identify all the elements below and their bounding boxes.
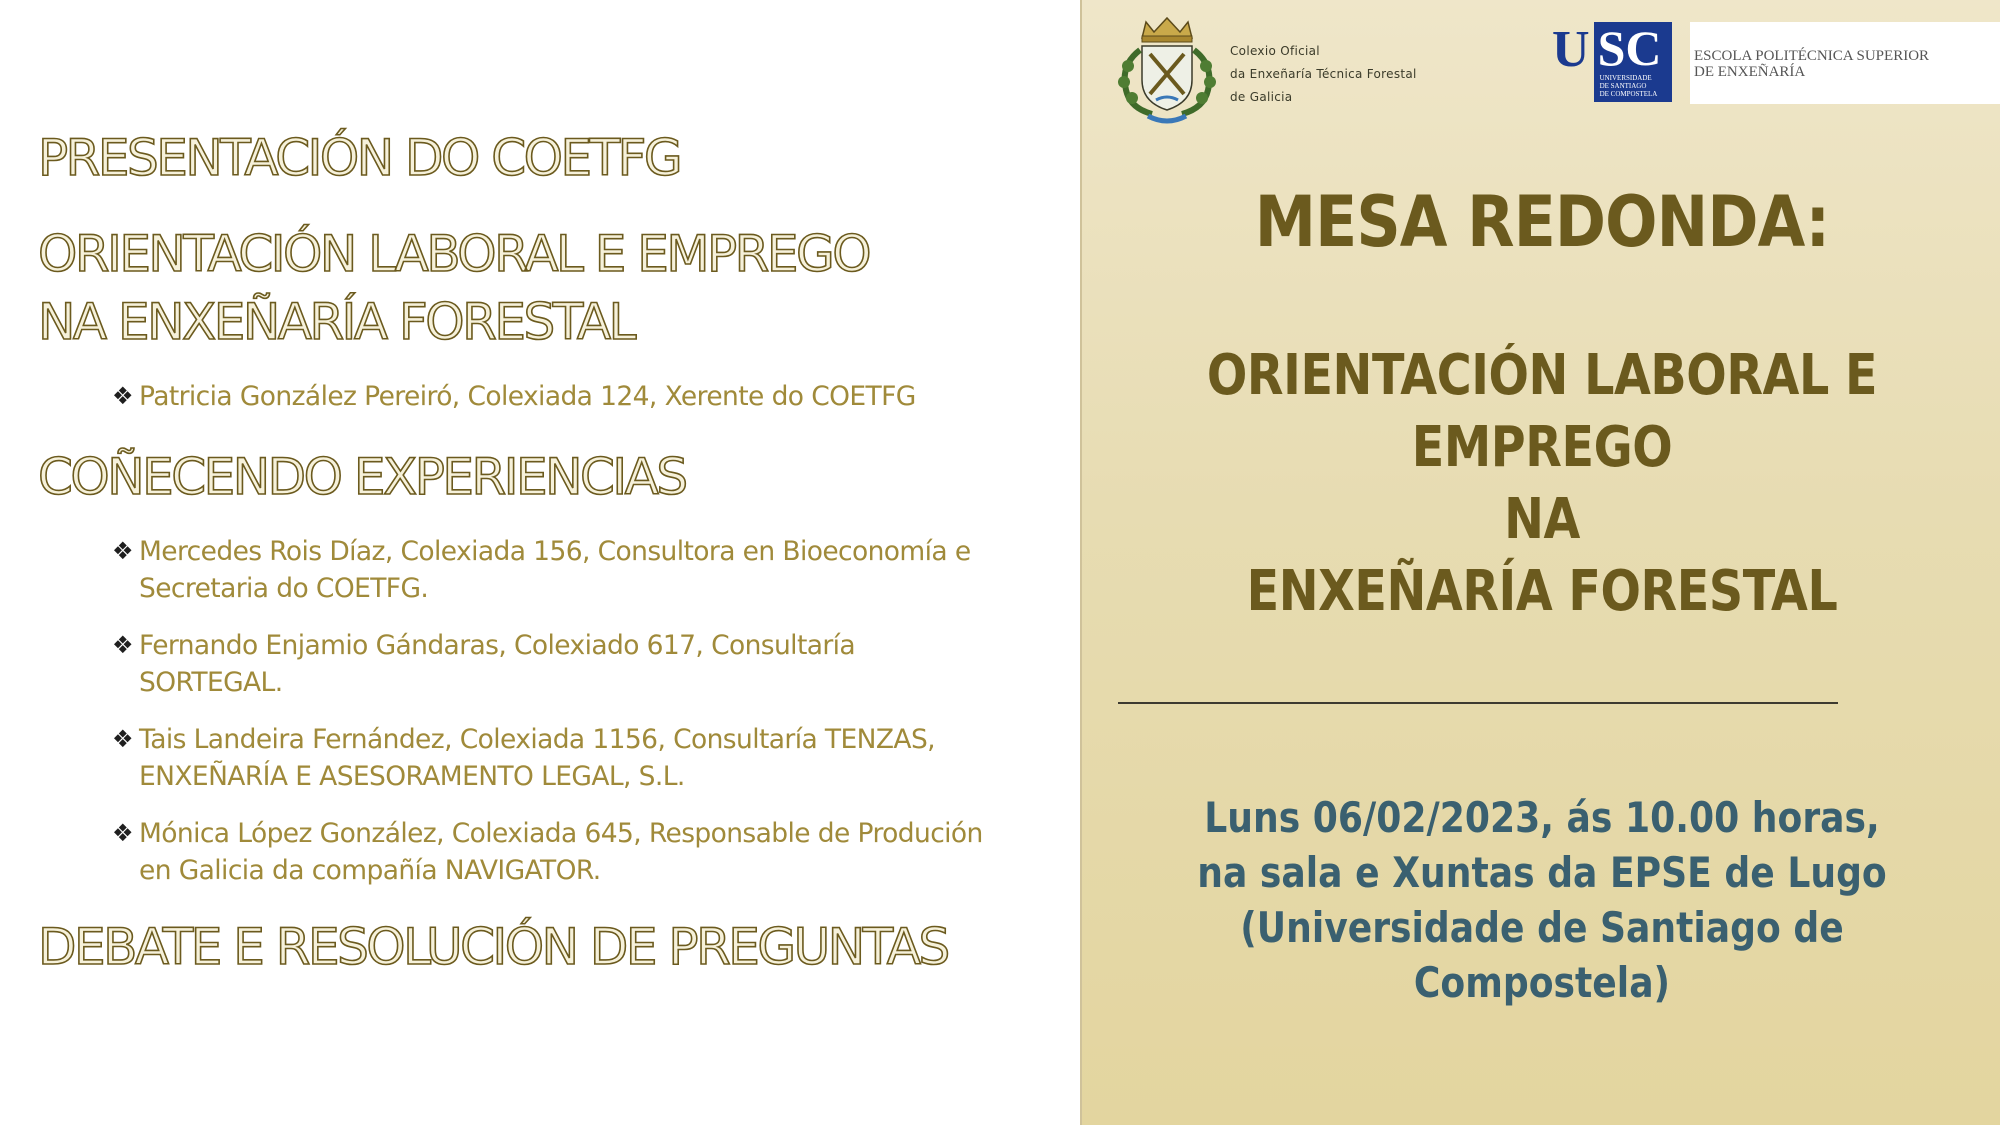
mesa-redonda-subtitle	[1151, 340, 1933, 628]
usc-logo-box	[1594, 22, 1672, 102]
escola-line: ESCOLA POLITÉCNICA SUPERIOR	[1694, 48, 1930, 64]
event-line: (Universidade de Santiago de Compostela)	[1240, 903, 1844, 1007]
diamond-bullet-icon: ❖	[112, 537, 133, 565]
speaker-list-experiencias	[112, 533, 983, 909]
speaker-text-line2: SORTEGAL.	[139, 667, 283, 698]
subtitle-line: NA	[1504, 487, 1580, 552]
speaker-text: Patricia González Pereiró, Colexiada 124, Xerente do COETFG	[139, 381, 916, 412]
escola-logo	[1690, 22, 2000, 104]
speaker-text-line2: ENXEÑARÍA E ASESORAMENTO LEGAL, S.L.	[139, 761, 685, 792]
diamond-bullet-icon: ❖	[112, 382, 133, 410]
usc-logo-small: UNIVERSIDADE	[1599, 74, 1652, 82]
speaker-text-line1: Tais Landeira Fernández, Colexiada 1156, Consultaría TENZAS,	[139, 724, 935, 755]
list-item	[112, 815, 983, 889]
subtitle-line: EMPREGO	[1411, 415, 1673, 480]
usc-logo-small: DE COMPOSTELA	[1599, 90, 1658, 98]
heading-conecendo: COÑECENDO EXPERIENCIAS	[38, 448, 686, 506]
speaker-list-presentacion	[112, 378, 916, 435]
speaker-text-line2: Secretaria do COETFG.	[139, 573, 429, 604]
heading-orientacion	[38, 220, 869, 356]
heading-debate: DEBATE E RESOLUCIÓN DE PREGUNTAS	[38, 918, 948, 976]
speaker-text-line1: Mercedes Rois Díaz, Colexiada 156, Consultora en Bioeconomía e	[139, 536, 971, 567]
org-line: da Enxeñaría Técnica Forestal	[1230, 67, 1417, 81]
org-line: de Galicia	[1230, 90, 1293, 104]
speaker-text-line1: Mónica López González, Colexiada 645, Responsable de Produción	[139, 818, 983, 849]
event-line: Luns 06/02/2023, ás 10.00 horas,	[1204, 793, 1880, 842]
mesa-redonda-title: MESA REDONDA:	[1254, 181, 1830, 263]
diamond-bullet-icon: ❖	[112, 631, 133, 659]
usc-logo-u: U	[1552, 21, 1590, 78]
divider	[1118, 702, 1838, 704]
speaker-text-line1: Fernando Enjamio Gándaras, Colexiado 617, Consultaría	[139, 630, 856, 661]
coetfg-name	[1230, 40, 1417, 109]
event-panel	[1080, 0, 2000, 1125]
list-item	[112, 627, 983, 701]
diamond-bullet-icon: ❖	[112, 725, 133, 753]
heading-orientacion-line2: NA ENXEÑARÍA FORESTAL	[38, 293, 634, 351]
event-line: na sala e Xuntas da EPSE de Lugo	[1197, 848, 1887, 897]
subtitle-line: ENXEÑARÍA FORESTAL	[1246, 559, 1838, 624]
subtitle-line: ORIENTACIÓN LABORAL E	[1206, 343, 1878, 408]
usc-logo	[1552, 22, 1672, 102]
list-item	[112, 533, 983, 607]
heading-presentacion: PRESENTACIÓN DO COETFG	[38, 129, 681, 187]
heading-orientacion-line1: ORIENTACIÓN LABORAL E EMPREGO	[38, 225, 870, 283]
event-details	[1146, 790, 1937, 1010]
list-item	[112, 721, 983, 795]
coetfg-crest-icon	[1112, 10, 1222, 128]
speaker-text-line2: en Galicia da compañía NAVIGATOR.	[139, 855, 601, 886]
usc-logo-small: DE SANTIAGO	[1599, 82, 1647, 90]
diamond-bullet-icon: ❖	[112, 819, 133, 847]
org-line: Colexio Oficial	[1230, 44, 1320, 58]
escola-line: DE ENXEÑARÍA	[1694, 64, 1806, 80]
usc-logo-sc: SC	[1597, 20, 1662, 76]
list-item	[112, 378, 916, 415]
